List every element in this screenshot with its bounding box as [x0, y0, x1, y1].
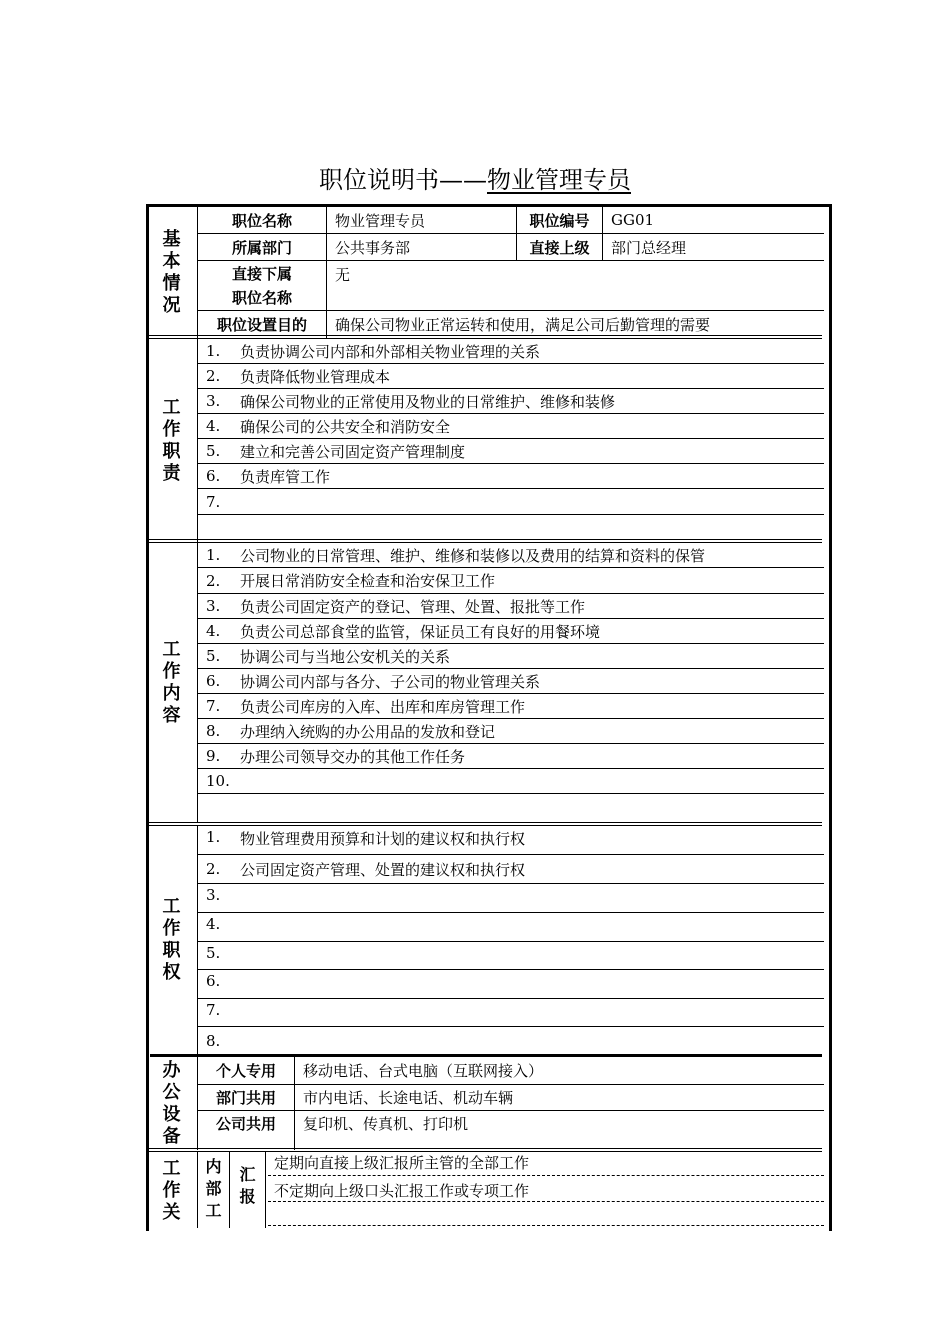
dashed-line [268, 1225, 824, 1226]
list-item: 4. [198, 913, 824, 942]
department-label: 所属部门 [231, 238, 292, 257]
page-title [0, 160, 950, 195]
dashed-line [268, 1201, 824, 1202]
content-label: 工 作 内 容 [146, 543, 198, 822]
subordinate-label: 直接下属 职位名称 [231, 264, 292, 307]
position-code-label: 职位编号 [516, 207, 602, 233]
position-code-value: GG01 [602, 207, 824, 233]
list-item: 8. 办理纳入统购的办公用品的发放和登记 [198, 719, 824, 744]
list-item: 2. 公司固定资产管理、处置的建议权和执行权 [198, 854, 824, 884]
authority-section [146, 826, 832, 1054]
relation-item-1: 定期向直接上级汇报所主管的全部工作 [274, 1154, 530, 1172]
report-label: 汇 报 [230, 1152, 266, 1228]
list-item: 6. 协调公司内部与各分、子公司的物业管理关系 [198, 669, 824, 694]
list-item: 2. 开展日常消防安全检查和治安保卫工作 [198, 568, 824, 594]
list-item: 9. 办理公司领导交办的其他工作任务 [198, 744, 824, 769]
list-item [198, 515, 824, 542]
list-item: 5. [198, 942, 824, 970]
list-item: 2. 负责降低物业管理成本 [198, 364, 824, 389]
superior-label: 直接上级 [516, 234, 602, 260]
position-name-value: 物业管理专员 [326, 207, 516, 233]
list-item: 6. [198, 970, 824, 999]
position-name-label: 职位名称 [231, 211, 292, 230]
subordinate-value: 无 [326, 261, 824, 310]
list-item: 5. 协调公司与当地公安机关的关系 [198, 644, 824, 669]
relations-section [146, 1152, 832, 1228]
list-item: 1. 公司物业的日常管理、维护、维修和装修以及费用的结算和资料的保管 [198, 543, 824, 568]
list-item: 4. 确保公司的公共安全和消防安全 [198, 414, 824, 439]
list-item: 7. 负责公司库房的入库、出库和库房管理工作 [198, 694, 824, 719]
list-item: 10. [198, 769, 824, 794]
title-prefix: 职位说明书—— [319, 166, 487, 194]
list-item: 5. 建立和完善公司固定资产管理制度 [198, 439, 824, 464]
equipment-row: 公司共用 复印机、传真机、打印机 [198, 1111, 824, 1150]
relations-label: 工 作 关 [146, 1152, 198, 1228]
list-item: 1. 负责协调公司内部和外部相关物业管理的关系 [198, 339, 824, 364]
list-item: 4. 负责公司总部食堂的监管，保证员工有良好的用餐环境 [198, 619, 824, 644]
list-item: 3. 负责公司固定资产的登记、管理、处置、报批等工作 [198, 594, 824, 619]
duties-section [146, 339, 832, 542]
relation-item-2: 不定期向上级口头汇报工作或专项工作 [274, 1182, 530, 1200]
purpose-value: 确保公司物业正常运转和使用，满足公司后勤管理的需要 [326, 311, 824, 338]
basic-row-1 [198, 207, 824, 234]
list-item [198, 794, 824, 822]
basic-row-3 [198, 261, 824, 311]
department-value: 公共事务部 [326, 234, 516, 260]
list-item: 6. 负责库管工作 [198, 464, 824, 489]
equipment-label: 办 公 设 备 [146, 1057, 198, 1150]
equipment-row: 部门共用 市内电话、长途电话、机动车辆 [198, 1085, 824, 1111]
basic-info-label: 基 本 情 况 [146, 207, 198, 338]
list-item: 7. [198, 489, 824, 515]
content-section [146, 543, 832, 822]
authority-label: 工 作 职 权 [146, 826, 198, 1054]
basic-row-2 [198, 234, 824, 261]
duties-label: 工 作 职 责 [146, 339, 198, 542]
list-item: 7. [198, 999, 824, 1027]
internal-label: 内 部 工 [198, 1152, 230, 1228]
list-item: 3. [198, 884, 824, 913]
equipment-section [146, 1057, 832, 1150]
title-main: 物业管理专员 [487, 166, 631, 194]
basic-info-section [146, 207, 832, 338]
list-item: 3. 确保公司物业的正常使用及物业的日常维护、维修和装修 [198, 389, 824, 414]
list-item: 1. 物业管理费用预算和计划的建议权和执行权 [206, 828, 526, 848]
equipment-row: 个人专用 移动电话、台式电脑（互联网接入） [198, 1057, 824, 1085]
list-item: 8. [206, 1031, 221, 1050]
basic-row-4 [198, 311, 824, 338]
dashed-line [268, 1175, 824, 1176]
superior-value: 部门总经理 [602, 234, 824, 260]
purpose-label: 职位设置目的 [216, 316, 307, 334]
